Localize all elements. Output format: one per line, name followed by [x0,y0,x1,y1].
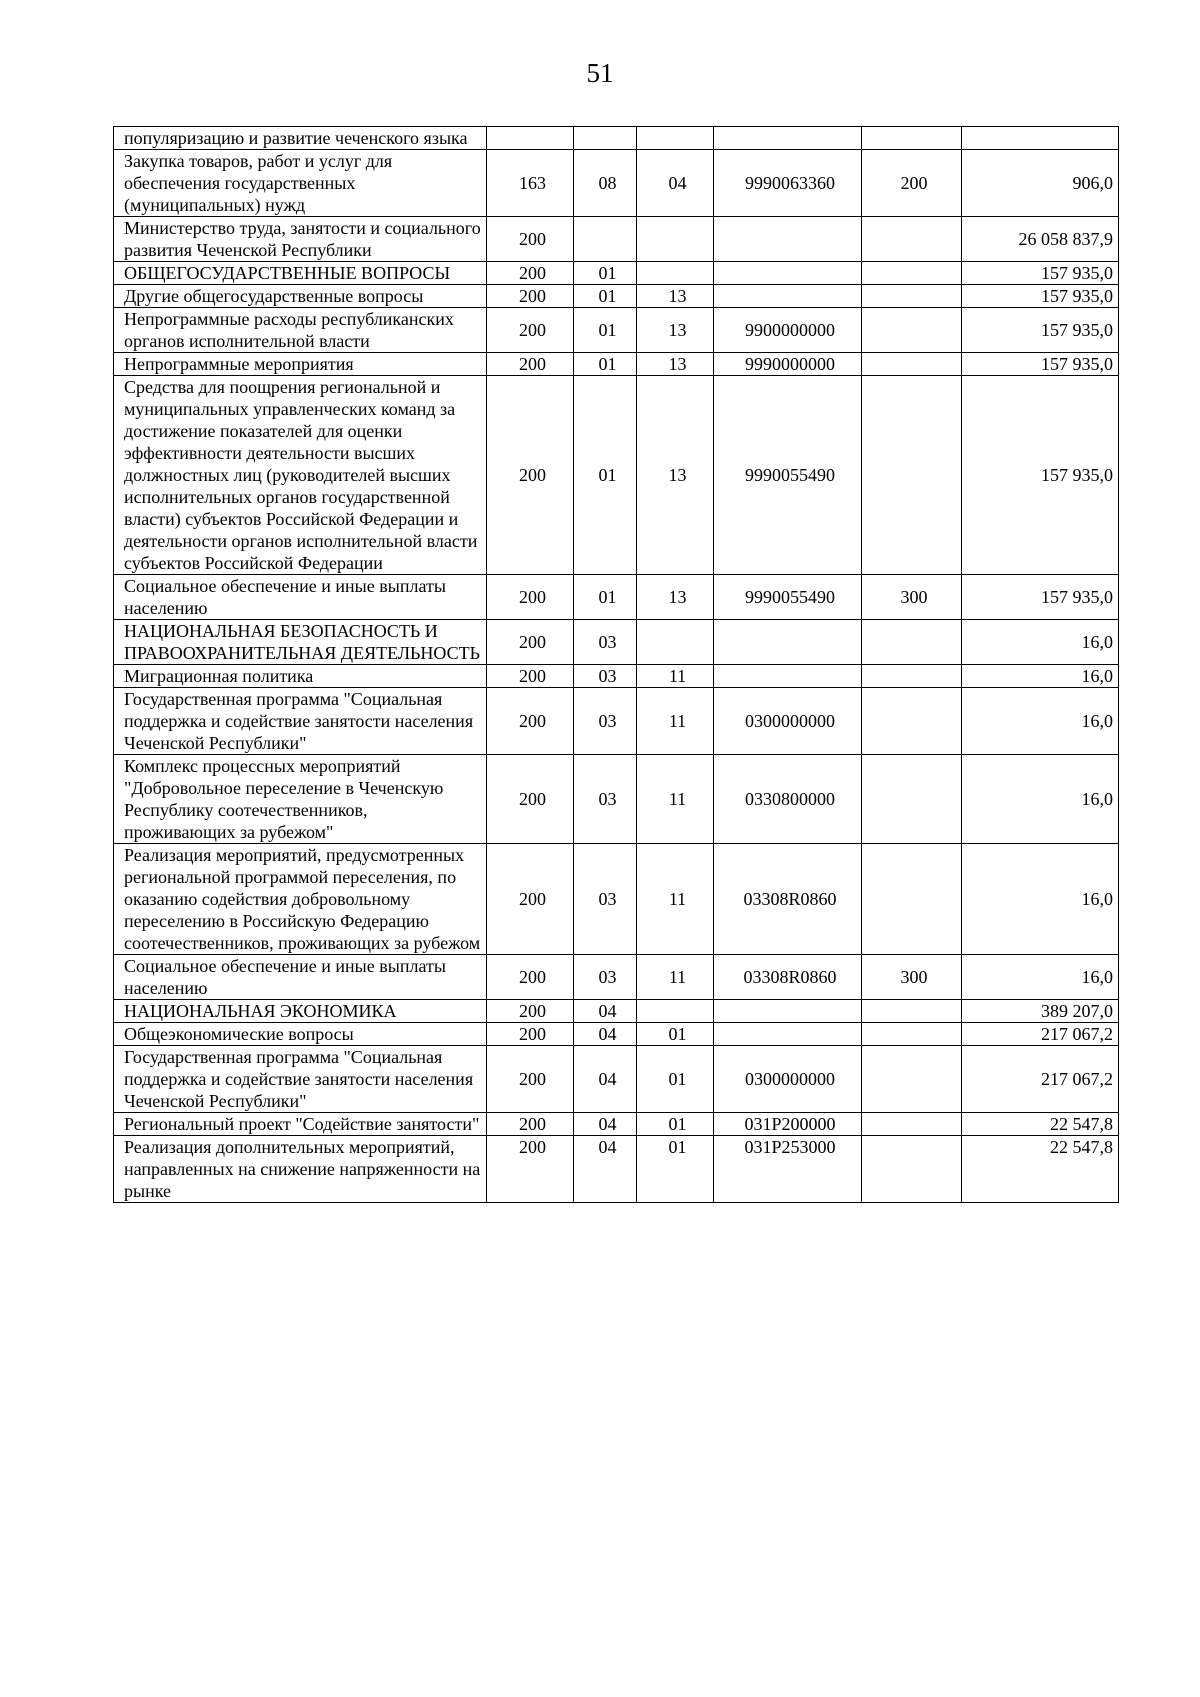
item-name: НАЦИОНАЛЬНАЯ БЕЗОПАСНОСТЬ И ПРАВООХРАНИТЕЛЬНАЯ ДЕЯТЕЛЬНОСТЬ [114,620,487,665]
expense-type-code: 300 [862,955,962,1000]
ministry-code: 200 [487,353,574,376]
section-code: 03 [574,665,637,688]
target-article-code [714,217,862,262]
amount: 389 207,0 [962,1000,1119,1023]
subsection-code: 04 [637,150,714,217]
item-name: Социальное обеспечение и иные выплаты населению [114,575,487,620]
target-article-code [714,127,862,150]
amount: 16,0 [962,688,1119,755]
section-code: 01 [574,308,637,353]
table-row [114,620,1119,665]
ministry-code: 200 [487,575,574,620]
amount: 16,0 [962,620,1119,665]
expense-type-code [862,1136,962,1203]
ministry-code: 200 [487,955,574,1000]
page-number: 51 [586,58,614,88]
item-name: Непрограммные расходы республиканских органов исполнительной власти [114,308,487,353]
subsection-code: 01 [637,1113,714,1136]
subsection-code: 11 [637,755,714,844]
table-row [114,217,1119,262]
expense-type-code [862,308,962,353]
expense-type-code [862,262,962,285]
expense-type-code [862,665,962,688]
ministry-code: 200 [487,844,574,955]
section-code: 04 [574,1023,637,1046]
table-row [114,665,1119,688]
ministry-code: 200 [487,620,574,665]
item-name: Комплекс процессных мероприятий "Добровольное переселение в Чеченскую Республику соотечественников, проживающих за рубежом" [114,755,487,844]
item-name: Государственная программа "Социальная поддержка и содействие занятости населения Чеченской Республики" [114,1046,487,1113]
target-article-code [714,665,862,688]
amount [962,127,1119,150]
expense-type-code [862,1046,962,1113]
table-row [114,1046,1119,1113]
subsection-code: 01 [637,1023,714,1046]
section-code: 03 [574,688,637,755]
item-name: Реализация мероприятий, предусмотренных региональной программой переселения, по оказанию содействия добровольному переселению в Российскую Федерацию соотечественников, проживающих за рубежом [114,844,487,955]
ministry-code: 200 [487,1023,574,1046]
target-article-code: 031P200000 [714,1113,862,1136]
table-row [114,150,1119,217]
item-name: Средства для поощрения региональной и муниципальных управленческих команд за достижение показателей для оценки эффективности деятельности высших должностных лиц (руководителей высших исполнительных органов государственной власти) субъектов Российской Федерации и деятельности органов исполнительной власти субъектов Российской Федерации [114,376,487,575]
subsection-code: 11 [637,688,714,755]
amount: 22 547,8 [962,1136,1119,1203]
section-code: 03 [574,844,637,955]
section-code: 01 [574,262,637,285]
expense-type-code [862,755,962,844]
item-name: Социальное обеспечение и иные выплаты населению [114,955,487,1000]
ministry-code: 200 [487,308,574,353]
section-code: 01 [574,575,637,620]
target-article-code: 0330800000 [714,755,862,844]
expense-type-code [862,217,962,262]
subsection-code: 11 [637,955,714,1000]
amount: 906,0 [962,150,1119,217]
subsection-code: 13 [637,575,714,620]
expense-type-code [862,620,962,665]
section-code: 01 [574,285,637,308]
item-name: Другие общегосударственные вопросы [114,285,487,308]
target-article-code [714,285,862,308]
amount: 157 935,0 [962,353,1119,376]
table-row [114,844,1119,955]
table-row [114,262,1119,285]
amount: 157 935,0 [962,376,1119,575]
ministry-code: 200 [487,665,574,688]
subsection-code: 13 [637,353,714,376]
target-article-code: 0300000000 [714,1046,862,1113]
subsection-code: 11 [637,665,714,688]
amount: 22 547,8 [962,1113,1119,1136]
target-article-code: 9990055490 [714,376,862,575]
amount: 217 067,2 [962,1046,1119,1113]
table-row [114,1023,1119,1046]
target-article-code: 9990055490 [714,575,862,620]
item-name: Непрограммные мероприятия [114,353,487,376]
target-article-code: 0300000000 [714,688,862,755]
table-row [114,1113,1119,1136]
amount: 217 067,2 [962,1023,1119,1046]
subsection-code: 13 [637,285,714,308]
target-article-code: 031P253000 [714,1136,862,1203]
table-row [114,755,1119,844]
ministry-code: 200 [487,1136,574,1203]
target-article-code: 9900000000 [714,308,862,353]
table-row [114,308,1119,353]
ministry-code: 200 [487,1000,574,1023]
section-code: 04 [574,1136,637,1203]
ministry-code: 200 [487,688,574,755]
table-row [114,1136,1119,1203]
section-code [574,217,637,262]
table-row [114,955,1119,1000]
section-code: 01 [574,376,637,575]
ministry-code: 200 [487,376,574,575]
amount: 157 935,0 [962,262,1119,285]
subsection-code: 01 [637,1046,714,1113]
table-row [114,285,1119,308]
section-code: 03 [574,620,637,665]
target-article-code: 9990000000 [714,353,862,376]
item-name: ОБЩЕГОСУДАРСТВЕННЫЕ ВОПРОСЫ [114,262,487,285]
subsection-code [637,620,714,665]
table-row [114,1000,1119,1023]
expense-type-code [862,688,962,755]
budget-table [113,126,1119,1203]
section-code [574,127,637,150]
item-name: Государственная программа "Социальная поддержка и содействие занятости населения Чеченской Республики" [114,688,487,755]
item-name: Министерство труда, занятости и социального развития Чеченской Республики [114,217,487,262]
amount: 26 058 837,9 [962,217,1119,262]
table-row [114,575,1119,620]
target-article-code: 03308R0860 [714,955,862,1000]
item-name: Миграционная политика [114,665,487,688]
subsection-code: 01 [637,1136,714,1203]
ministry-code: 200 [487,217,574,262]
amount: 157 935,0 [962,285,1119,308]
ministry-code: 200 [487,1113,574,1136]
section-code: 03 [574,955,637,1000]
expense-type-code [862,1023,962,1046]
ministry-code: 200 [487,262,574,285]
section-code: 08 [574,150,637,217]
table-row [114,688,1119,755]
amount: 157 935,0 [962,308,1119,353]
section-code: 04 [574,1000,637,1023]
item-name: НАЦИОНАЛЬНАЯ ЭКОНОМИКА [114,1000,487,1023]
expense-type-code [862,1113,962,1136]
subsection-code: 13 [637,308,714,353]
section-code: 01 [574,353,637,376]
subsection-code [637,1000,714,1023]
section-code: 04 [574,1113,637,1136]
subsection-code [637,127,714,150]
section-code: 03 [574,755,637,844]
item-name: популяризацию и развитие чеченского языка [114,127,487,150]
ministry-code: 200 [487,285,574,308]
item-name: Общеэкономические вопросы [114,1023,487,1046]
table-row [114,127,1119,150]
amount: 16,0 [962,665,1119,688]
table-row [114,376,1119,575]
expense-type-code: 200 [862,150,962,217]
target-article-code [714,262,862,285]
ministry-code: 200 [487,755,574,844]
section-code: 04 [574,1046,637,1113]
target-article-code: 03308R0860 [714,844,862,955]
target-article-code [714,1000,862,1023]
expense-type-code: 300 [862,575,962,620]
target-article-code [714,620,862,665]
target-article-code [714,1023,862,1046]
item-name: Реализация дополнительных мероприятий, направленных на снижение напряженности на рынке [114,1136,487,1203]
amount: 16,0 [962,755,1119,844]
ministry-code: 200 [487,1046,574,1113]
subsection-code [637,217,714,262]
expense-type-code [862,127,962,150]
target-article-code: 9990063360 [714,150,862,217]
item-name: Закупка товаров, работ и услуг для обеспечения государственных (муниципальных) нужд [114,150,487,217]
expense-type-code [862,285,962,308]
subsection-code [637,262,714,285]
subsection-code: 11 [637,844,714,955]
item-name: Региональный проект "Содействие занятости" [114,1113,487,1136]
amount: 16,0 [962,844,1119,955]
amount: 16,0 [962,955,1119,1000]
ministry-code: 163 [487,150,574,217]
expense-type-code [862,376,962,575]
expense-type-code [862,844,962,955]
ministry-code [487,127,574,150]
expense-type-code [862,1000,962,1023]
amount: 157 935,0 [962,575,1119,620]
subsection-code: 13 [637,376,714,575]
table-row [114,353,1119,376]
expense-type-code [862,353,962,376]
